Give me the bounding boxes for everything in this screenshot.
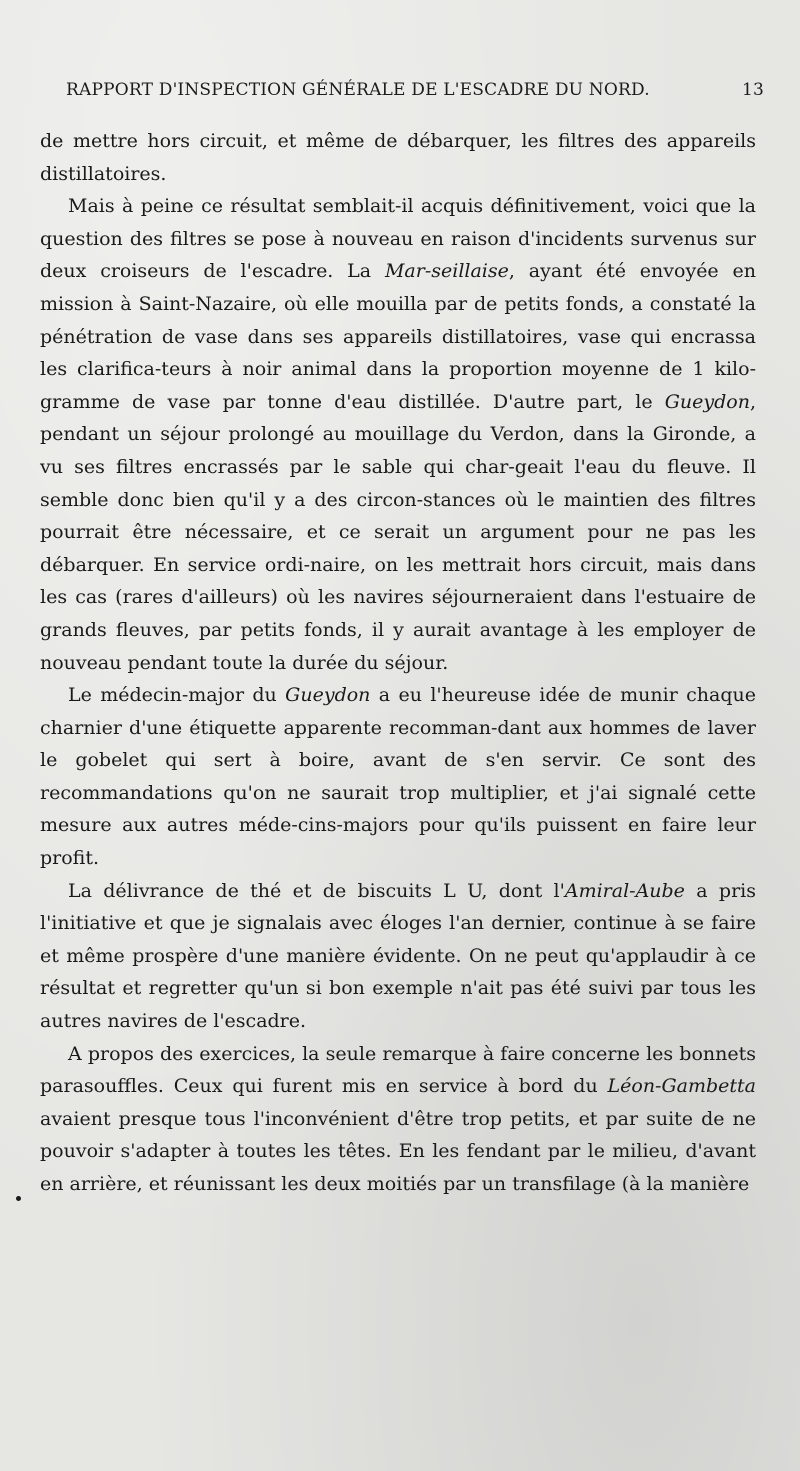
text-run: a pris l'initiative et que je signalais avec éloges l'an dernier, continue à se faire et même prospère d'une manière évidente. On ne peut qu'applaudir à ce résultat et regretter qu'un si bon exemple n'ait pas été suivi par tous les autres navires de l'escadre. — [40, 879, 756, 1033]
running-header-title: RAPPORT D'INSPECTION GÉNÉRALE DE L'ESCADRE DU NORD. — [66, 80, 650, 100]
text-run: A propos des exercices, la seule remarque à faire concerne les bonnets parasouffles. Ceux qui furent mis en service à bord du — [40, 1042, 756, 1098]
running-header — [40, 76, 764, 106]
paragraph-p2 — [40, 190, 756, 679]
text-run: Le médecin-major du — [68, 684, 286, 707]
italic-ship-name: Amiral-Aube — [564, 879, 685, 902]
text-run: de mettre hors circuit, et même de débarquer, les filtres des appareils distillatoires. — [40, 130, 756, 185]
paragraph-p1 — [40, 125, 756, 190]
ink-speck — [16, 1196, 21, 1201]
text-run: Mais à peine ce résultat semblait-il acquis définitivement, voici que la question des filtres se pose à nouveau en raison d'incidents survenus sur deux croiseurs de l'escadre. La — [40, 195, 756, 283]
paragraph-p3 — [40, 679, 756, 875]
text-run: a eu l'heureuse idée de munir chaque charnier d'une étiquette apparente recomman-dant aux hommes de laver le gobelet qui sert à boire, avant de s'en servir. Ce sont des recommandations qu'on ne saurait trop multiplier, et j'ai signalé cette mesure aux autres méde-cins-majors pour qu'ils puissent en faire leur profit. — [40, 684, 756, 870]
paragraph-p5 — [40, 1038, 756, 1201]
text-run: avaient presque tous l'inconvénient d'être trop petits, et par suite de ne pouvoir s'adapter à toutes les têtes. En les fendant par le milieu, d'avant en arrière, et réunissant les deux moitiés par un transfilage (à la manière — [40, 1107, 756, 1195]
text-run: , pendant un séjour prolongé au mouillage du Verdon, dans la Gironde, a vu ses filtres encrassés par le sable qui char-geait l'eau du fleuve. Il semble donc bien qu'il y a des circon-stances où le maintien des filtres pourrait être nécessaire, et ce serait un argument pour ne pas les débarquer. En service ordi-naire, on les mettrait hors circuit, mais dans les cas (rares d'ailleurs) où les navires séjourneraient dans l'estuaire de grands fleuves, par petits fonds, il y aurait avantage à les employer de nouveau pendant toute la durée du séjour. — [40, 390, 756, 674]
italic-ship-name: Mar-seillaise — [384, 260, 509, 283]
text-run: , ayant été envoyée en mission à Saint-Nazaire, où elle mouilla par de petits fonds, a constaté la pénétration de vase dans ses appareils distillatoires, vase qui encrassa les clarifica-teurs à noir animal dans la proportion moyenne de 1 kilo-gramme de vase par tonne d'eau distillée. D'autre part, le — [40, 260, 756, 413]
paragraph-p4 — [40, 875, 756, 1038]
italic-ship-name: Léon-Gambetta — [607, 1075, 756, 1098]
italic-ship-name: Gueydon — [285, 684, 371, 707]
italic-ship-name: Gueydon — [664, 390, 750, 413]
page-number: 13 — [741, 80, 764, 100]
body-text — [40, 125, 756, 1201]
text-run: La délivrance de thé et de biscuits L U, dont l' — [68, 879, 565, 902]
